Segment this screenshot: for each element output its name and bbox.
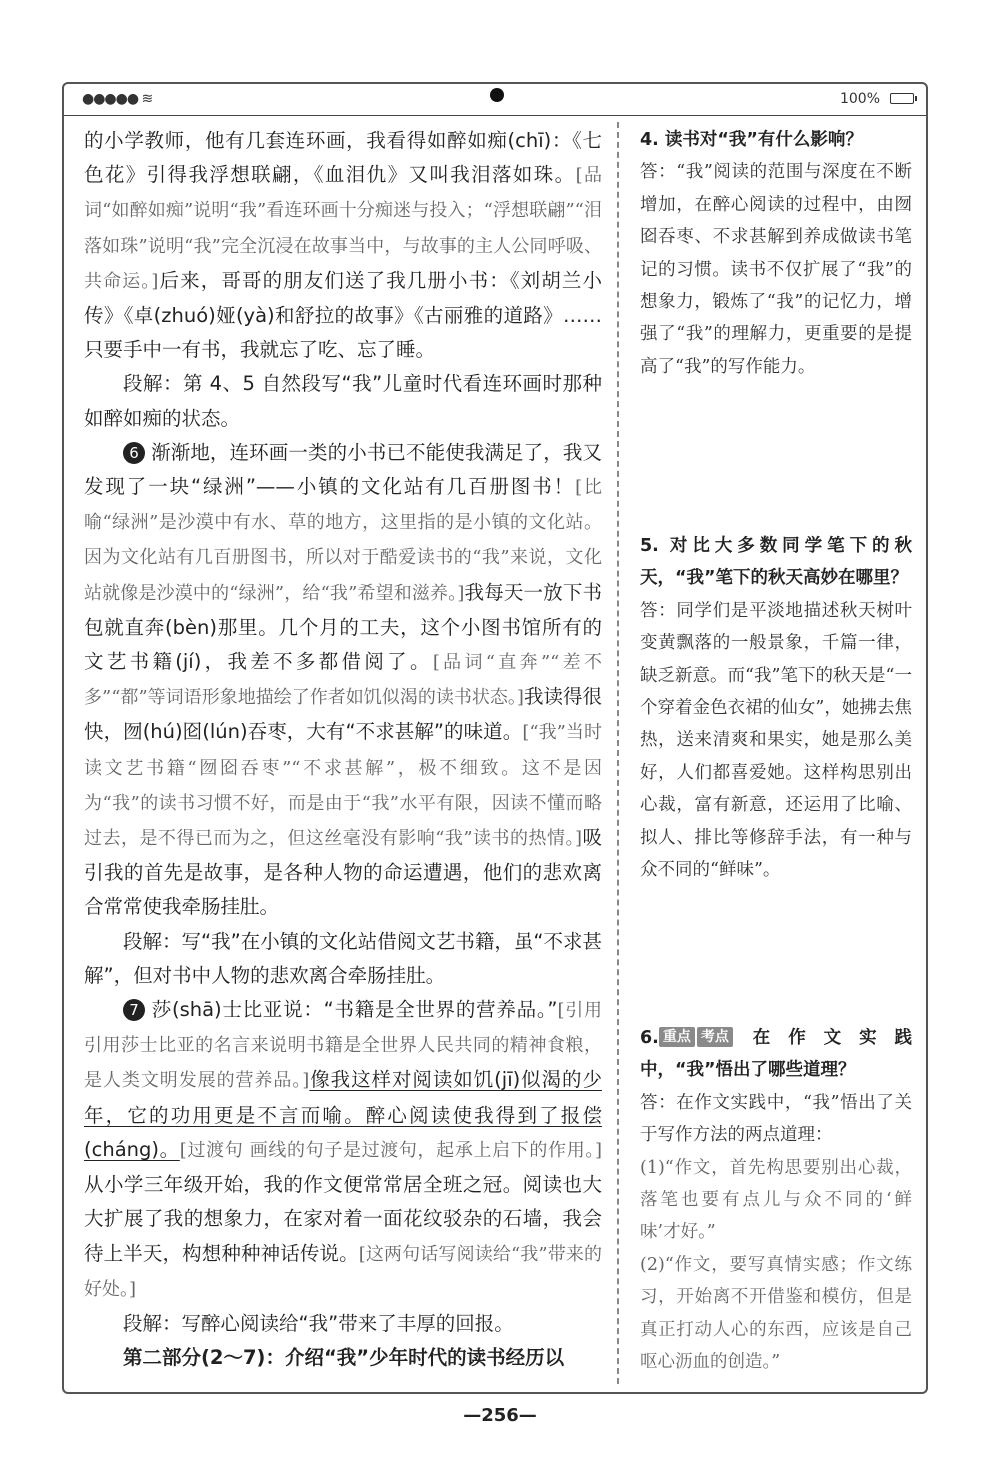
question-5 [640,530,912,886]
paragraph-number-6: 6 [123,442,145,464]
part-2-summary: 第二部分(2～7)：介绍“我”少年时代的读书经历以 [123,1346,565,1370]
tag-key-point: 重点 [659,1027,695,1047]
answer-6-point-2: (2)“作文，要写真情实感；作文练习，开始离不开借鉴和模仿，但是真正打动人心的东西，应该是自己呕心沥血的创造。” [640,1254,912,1373]
paragraph-6 [84,436,602,925]
page-number: —256— [463,1405,537,1426]
question-6-text: 6. 重点 考点 在作文实践中，“我”悟出了哪些道理？ [640,1028,912,1081]
paragraph-number-7: 7 [123,999,145,1021]
paragraph-7 [84,993,602,1307]
main-text-column [84,124,602,1375]
analysis-3: 段解：写醉心阅读给“我”带来了丰厚的回报。 [123,1311,514,1335]
question-4-text: 4. 读书对“我”有什么影响？ [640,130,863,150]
column-divider [617,122,619,1384]
signal-wifi-icon: ●●●●● ≋ [82,91,153,107]
note-p2: [比喻“绿洲”是沙漠中有水、草的地方，这里指的是小镇的文化站。因为文化站有几百册图书，所以对于酷爱读书的“我”来说，文化站就像是沙漠中的“绿洲”，给“我”希望和滋养。] [84,477,602,604]
text-p1: 的小学教师，他有几套连环画，我看得如醉如痴(chī)：《七色花》引得我浮想联翩，《血泪仇》又叫我泪落如珠。 [84,129,602,187]
analysis-1: 段解：第 4、5 自然段写“我”儿童时代看连环画时那种如醉如痴的状态。 [84,372,602,430]
note-p1: [品词“如醉如痴”说明“我”看连环画十分痴迷与投入；“浮想联翩”“泪落如珠”说明“我”完全沉浸在故事当中，与故事的主人公同呼吸、共命运。] [84,165,602,292]
note-p2-2: [品词“直奔”“差不多”“都”等词语形象地描绘了作者如饥似渴的读书状态。] [84,652,602,709]
text-p2-mid2: 我读得很快，囫(hú)囵(lún)吞枣，大有“不求甚解”的味道。 [84,685,602,744]
underlined-transition-sentence: 像我这样对阅读如饥(jī)似渴的少年，它的功用更是不言而喻。醉心阅读使我得到了报偿(cháng)。 [84,1068,602,1161]
question-5-text: 5. 对比大多数同学笔下的秋天，“我”笔下的秋天高妙在哪里？ [640,536,912,589]
question-6 [640,1022,912,1378]
battery-percent: 100% [839,91,880,107]
note-p3: [引用 引用莎士比亚的名言来说明书籍是全世界人民共同的精神食粮，是人类文明发展的营养品。] [84,1000,602,1092]
note-p2-3: [“我”当时读文艺书籍“囫囵吞枣”“不求甚解”，极不细致。这不是因为“我”的读书习惯不好，而是由于“我”水平有限，因读不懂而略过去，是不得已而为之，但这丝毫没有影响“我”读书的热情。] [84,722,602,850]
answer-5: 答：同学们是平淡地描述秋天树叶变黄飘落的一般景象，千篇一律，缺乏新意。而“我”笔下的秋天是“一个穿着金色衣裙的仙女”，她拂去焦热，送来清爽和果实，她是那么美好，人们都喜爱她。这样构思别出心裁，富有新意，还运用了比喻、拟人、排比等修辞手法，有一种与众不同的“鲜味”。 [640,600,912,881]
answer-6: 答：在作文实践中，“我”悟出了关于写作方法的两点道理： [640,1092,912,1146]
text-p1-tail: 后来，哥哥的朋友们送了我几册小书：《刘胡兰小传》《卓(zhuó)娅(yà)和舒拉的故事》《古丽雅的道路》……只要手中一有书，我就忘了吃、忘了睡。 [84,268,602,362]
paragraph-5 [84,124,602,367]
status-bar [64,84,926,116]
text-p2-tail: 吸引我的首先是故事，是各种人物的命运遭遇，他们的悲欢离合常常使我牵肠挂肚。 [84,826,602,919]
tag-exam-point: 考点 [697,1027,733,1047]
text-p3-mid: 从小学三年级开始，我的作文便常常居全班之冠。阅读也大大扩展了我的想象力，在家对着一面花纹驳杂的石墙，我会待上半天，构想种种神话传说。 [84,1173,602,1265]
note-p3-2: [过渡句 画线的句子是过渡句，起承上启下的作用。] [179,1139,603,1161]
camera-icon [490,88,504,102]
analysis-2: 段解：写“我”在小镇的文化站借阅文艺书籍，虽“不求甚解”，但对书中人物的悲欢离合牵肠挂肚。 [84,929,602,987]
note-p3-3: [这两句话写阅读给“我”带来的好处。] [84,1243,602,1300]
battery-icon [890,93,914,104]
text-p2-mid: 我每天一放下书包就直奔(bèn)那里。几个月的工夫，这个小图书馆所有的文艺书籍(jí)，我差不多都借阅了。 [84,580,602,674]
text-p3: 莎(shā)士比亚说：“书籍是全世界的营养品。” [151,998,558,1022]
answer-6-point-1: (1)“作文，首先构思要别出心裁，落笔也要有点儿与众不同的‘鲜味’才好。” [640,1157,912,1243]
answer-4: 答：“我”阅读的范围与深度在不断增加，在醉心阅读的过程中，由囫囵吞枣、不求甚解到养成做读书笔记的习惯。读书不仅扩展了“我”的想象力，锻炼了“我”的记忆力，增强了“我”的理解力，更重要的是提高了“我”的写作能力。 [640,162,912,377]
question-4 [640,124,912,383]
text-p2: 渐渐地，连环画一类的小书已不能使我满足了，我又发现了一块“绿洲”——小镇的文化站有几百册图书！ [84,440,602,499]
